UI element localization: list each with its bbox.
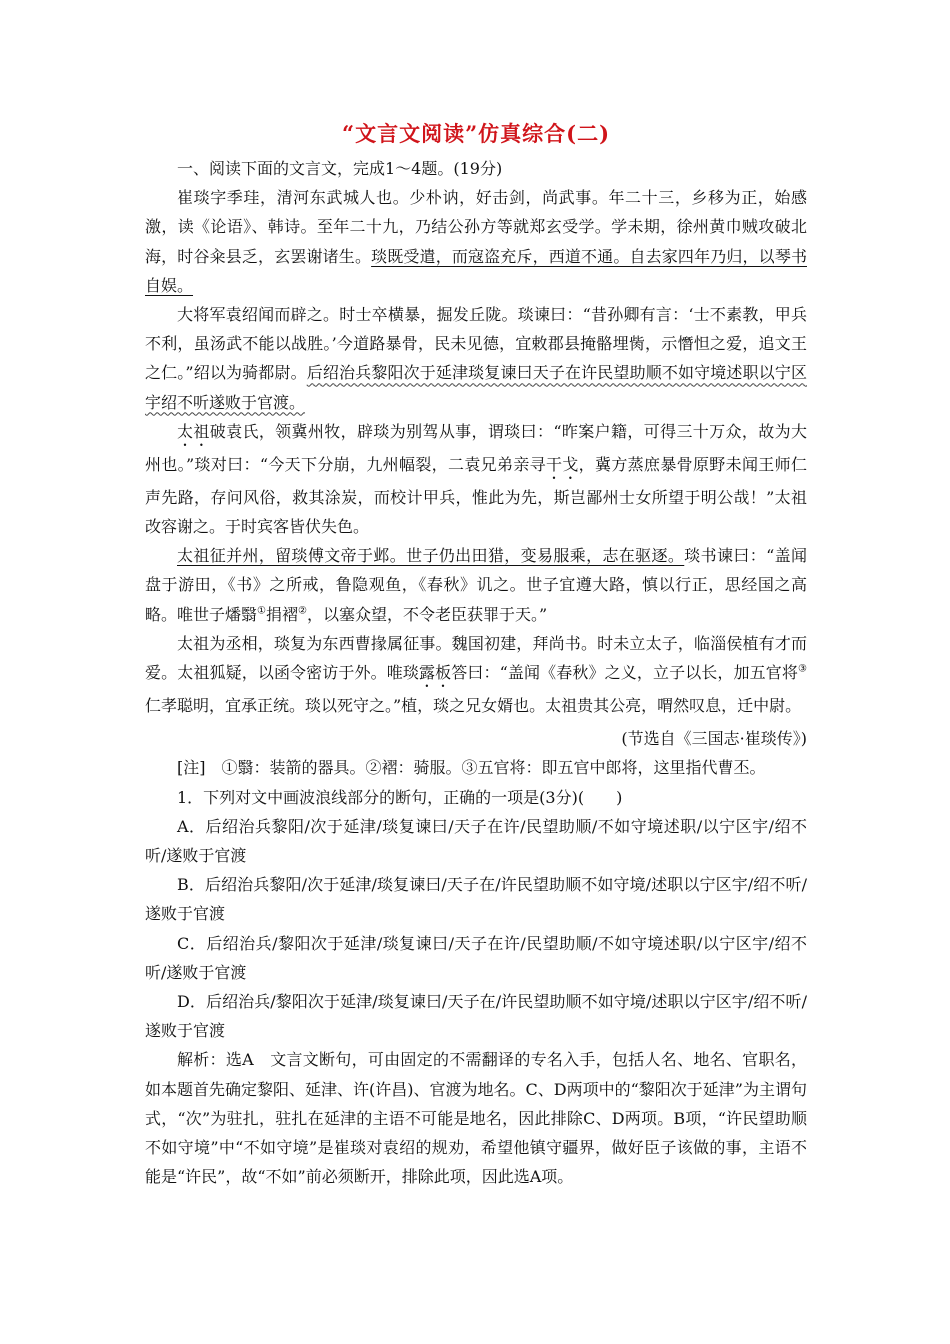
p1-underlined-sentence: 琰既受遣，而寇盗充斥，西道不通。自去家四年乃归，以琴书自娱。 — [145, 246, 807, 295]
p2-wavy-underlined-sentence: 后绍治兵黎阳次于延津琰复谏曰天子在许民望助顺不如守境述职以宁区宇绍不听遂败于官渡。 — [145, 363, 807, 412]
passage-paragraph-5 — [145, 629, 807, 720]
passage-paragraph-2 — [145, 300, 807, 417]
footnote-ref-1: ① — [257, 605, 266, 617]
footnotes: [注] ①翳：装箭的器具。②褶：骑服。③五官将：即五官中郎将，这里指代曹丕。 — [177, 758, 766, 778]
document-page — [145, 118, 807, 1192]
passage-paragraph-3 — [145, 417, 807, 541]
passage-paragraph-1 — [145, 183, 807, 300]
answer-analysis: 解析：选A 文言文断句，可由固定的不需翻译的专名入手，包括人名、地名、官职名，如本题首先确定黎阳、延津、许(许昌)、官渡为地名。C、D两项中的“黎阳次于延津”为主谓句式，“次”为驻扎，驻扎在延津的主语不可能是地名，因此排除C、D两项。B项，“许民望助顺不如守境”中“不如守境”是崔琰对袁绍的规劝，希望他镇守疆界，做好臣子该做的事，主语不能是“许民”，故“不如”前必须断开，排除此项，因此选A项。 — [145, 1050, 807, 1187]
p5-text-2: 答曰：“盖闻《春秋》之义，立子以长，加五官将 — [451, 663, 799, 683]
p5-dotted-term-luban: 露板 — [419, 663, 452, 683]
option-c: C．后绍治兵/黎阳次于延津/琰复谏曰/天子在许/民望助顺/不如守境述职/以宁区宇/绍不听/遂败于官渡 — [145, 933, 807, 982]
source-citation: (节选自《三国志·崔琰传》) — [621, 729, 807, 749]
p3-text-1: 破袁氏，领冀州牧，辟琰为别驾从事，谓琰曰：“昨案户籍，可得三十万众，故为大州也。”琰对曰：“今天下分崩，九州幅裂，二袁兄弟亲寻 — [145, 421, 807, 474]
p4-text-3: ，以塞众望，不令老臣获罪于天。” — [306, 604, 548, 624]
p2-text: 大将军袁绍闻而辟之。时士卒横暴，掘发丘陇。琰谏曰：“昔孙卿有言：‘士不素教，甲兵不利，虽汤武不能以战胜。’今道路暴骨，民未见德，宜敕郡县掩骼埋胔，示憯怛之爱，追文王之仁。”绍以为骑都尉。 — [145, 305, 807, 383]
intro-instruction: 一、阅读下面的文言文，完成1～4题。(19分) — [177, 159, 503, 178]
p3-dotted-term-gange: 干戈 — [545, 454, 579, 474]
question-1: 1．下列对文中画波浪线部分的断句，正确的一项是(3分)( ) — [177, 787, 623, 807]
p5-text-3: 仁孝聪明，宜承正统。琰以死守之。”植，琰之兄女婿也。太祖贵其公亮，喟然叹息，迁中尉。 — [145, 696, 802, 716]
option-a: A．后绍治兵黎阳/次于延津/琰复谏曰/天子在许/民望助顺/不如守境述职/以宁区宇/绍不听/遂败于官渡 — [145, 816, 807, 866]
document-title: “文言文阅读”仿真综合(二) — [341, 121, 611, 146]
footnote-ref-2: ② — [298, 605, 307, 617]
footnote-ref-3: ③ — [798, 663, 807, 675]
p3-text-2: ，冀方蒸庶暴骨原野未闻王师仁声先路，存问风俗，救其涂炭，而校计甲兵，惟此为先，斯岂鄙州士女所望于明公哉！”太祖改容谢之。于时宾客皆伏失色。 — [145, 454, 807, 537]
p1-text: 崔琰字季珪，清河东武城人也。少朴讷，好击剑，尚武事。年二十三，乡移为正，始感激，读《论语》、韩诗。至年二十九，乃结公孙方等就郑玄受学。学未期，徐州黄巾贼攻破北海，时谷籴县乏，玄罢谢诸生。 — [145, 188, 807, 266]
p4-text-1: 琰书谏曰：“盖闻盘于游田，《书》之所戒，鲁隐观鱼，《春秋》讥之。世子宜遵大路，慎以行正，思经国之高略。唯世子燔翳 — [145, 546, 807, 624]
option-b: B．后绍治兵黎阳/次于延津/琰复谏曰/天子在/许民望助顺不如守境/述职以宁区宇/绍不听/遂败于官渡 — [145, 875, 807, 924]
option-d: D．后绍治兵/黎阳次于延津/琰复谏曰/天子在/许民望助顺不如守境/述职以宁区宇/绍不听/遂败于官渡 — [145, 992, 807, 1041]
p3-dotted-term-taizu: 太祖 — [177, 421, 210, 441]
p4-underlined-sentence: 太祖征并州，留琰傅文帝于邺。世子仍出田猎，变易服乘，志在驱逐。 — [177, 546, 685, 566]
p4-text-2: 捐褶 — [265, 604, 298, 624]
p5-text-1: 太祖为丞相，琰复为东西曹掾属征事。魏国初建，拜尚书。时未立太子，临淄侯植有才而爱。太祖狐疑，以函令密访于外。唯琰 — [145, 633, 807, 683]
passage-paragraph-4 — [145, 541, 807, 629]
